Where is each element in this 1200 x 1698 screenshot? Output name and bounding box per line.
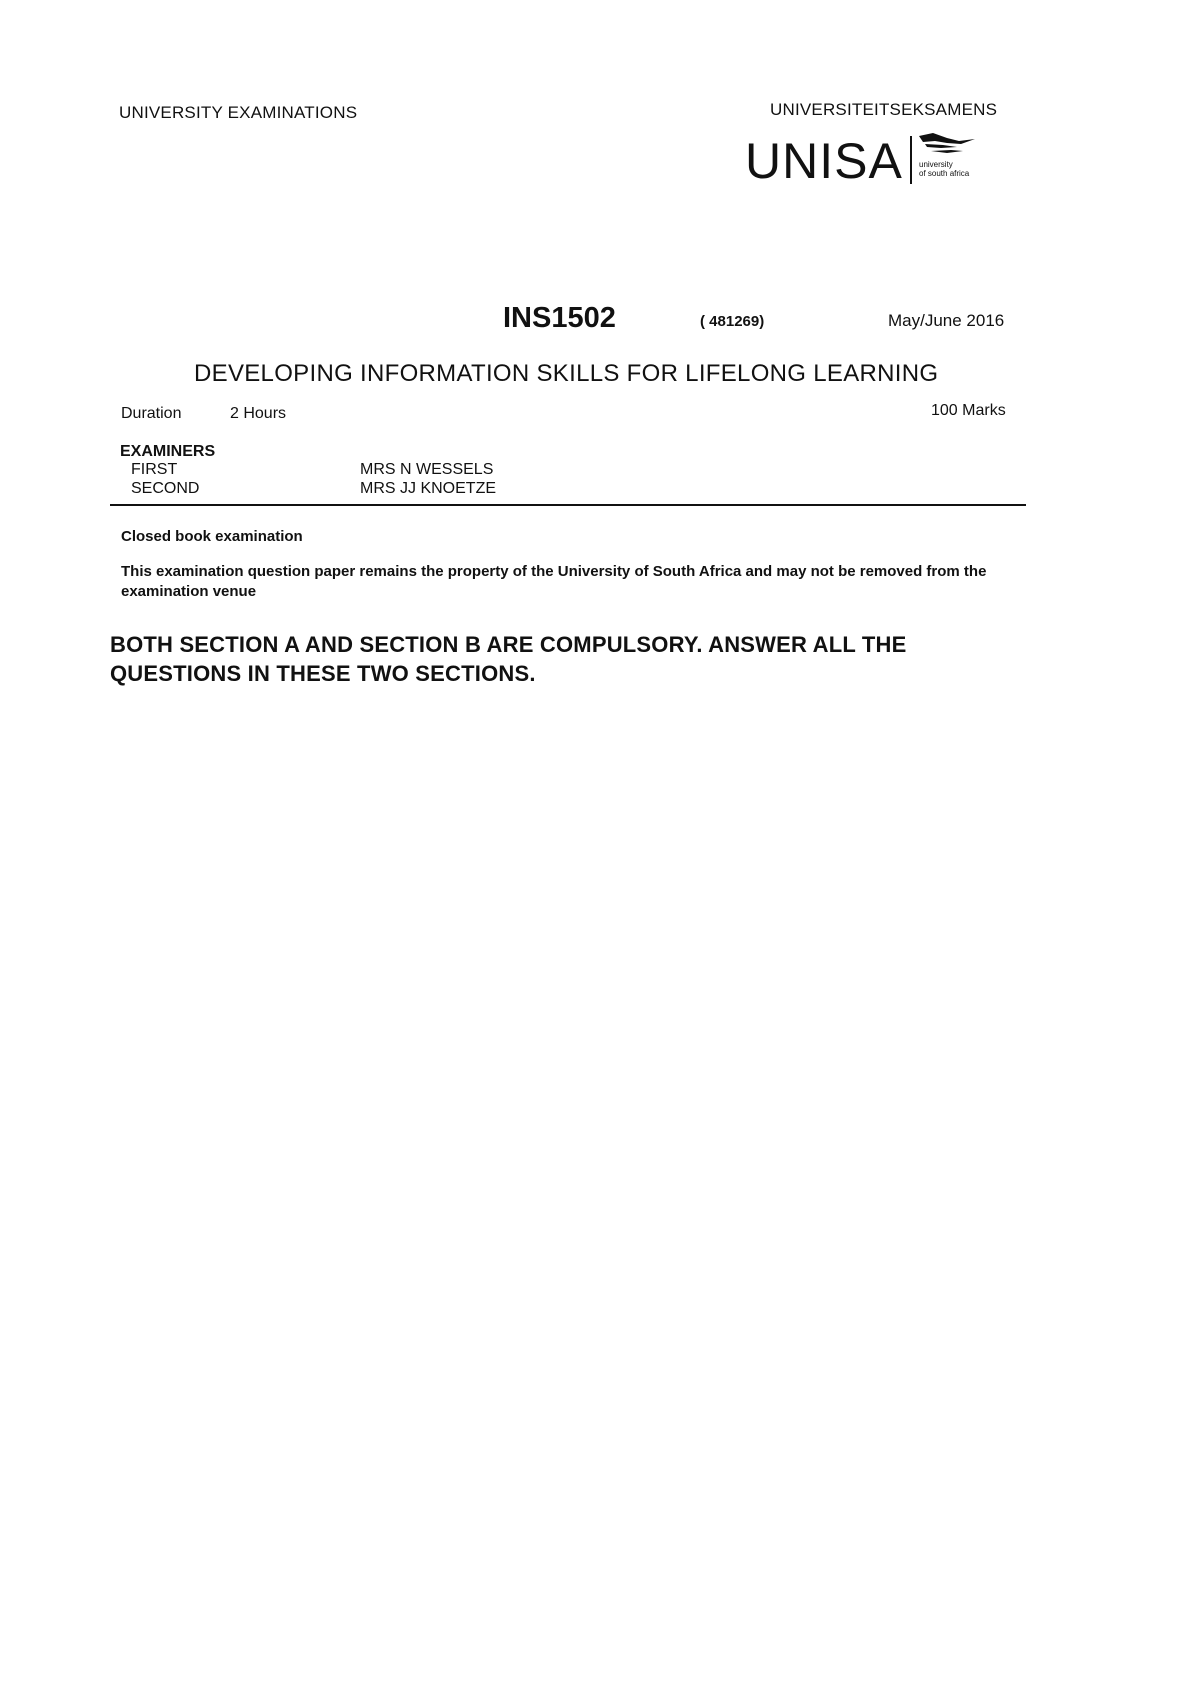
logo-tagline: university of south africa	[919, 160, 970, 178]
header-left-text: UNIVERSITY EXAMINATIONS	[119, 103, 358, 122]
unisa-logo	[745, 130, 1010, 192]
duration-label: Duration	[121, 405, 182, 422]
logo-divider	[910, 136, 912, 184]
course-code: INS1502	[503, 302, 616, 334]
duration-value: 2 Hours	[230, 405, 287, 422]
header-divider	[110, 504, 1026, 506]
first-examiner-name: MRS N WESSELS	[360, 461, 494, 478]
closed-book-note: Closed book examination	[121, 528, 303, 545]
course-title: DEVELOPING INFORMATION SKILLS FOR LIFELONG LEARNING	[194, 360, 939, 387]
first-examiner-label: FIRST	[131, 461, 178, 478]
second-examiner-name: MRS JJ KNOETZE	[360, 480, 497, 497]
second-examiner-label: SECOND	[131, 480, 200, 497]
logo-wordmark: UNISA	[745, 133, 903, 189]
unisa-bird-icon	[917, 132, 977, 156]
exam-instruction: BOTH SECTION A AND SECTION B ARE COMPULSORY. ANSWER ALL THE QUESTIONS IN THESE TWO SECTIONS.	[110, 632, 907, 686]
total-marks: 100 Marks	[931, 402, 1006, 419]
property-notice: This examination question paper remains the property of the University of South Africa and may not be removed from the examination venue	[121, 563, 987, 600]
header-right-text: UNIVERSITEITSEKSAMENS	[770, 100, 998, 119]
examiners-heading: EXAMINERS	[120, 443, 216, 460]
exam-session: May/June 2016	[888, 311, 1005, 330]
paper-reference: ( 481269)	[700, 313, 765, 330]
